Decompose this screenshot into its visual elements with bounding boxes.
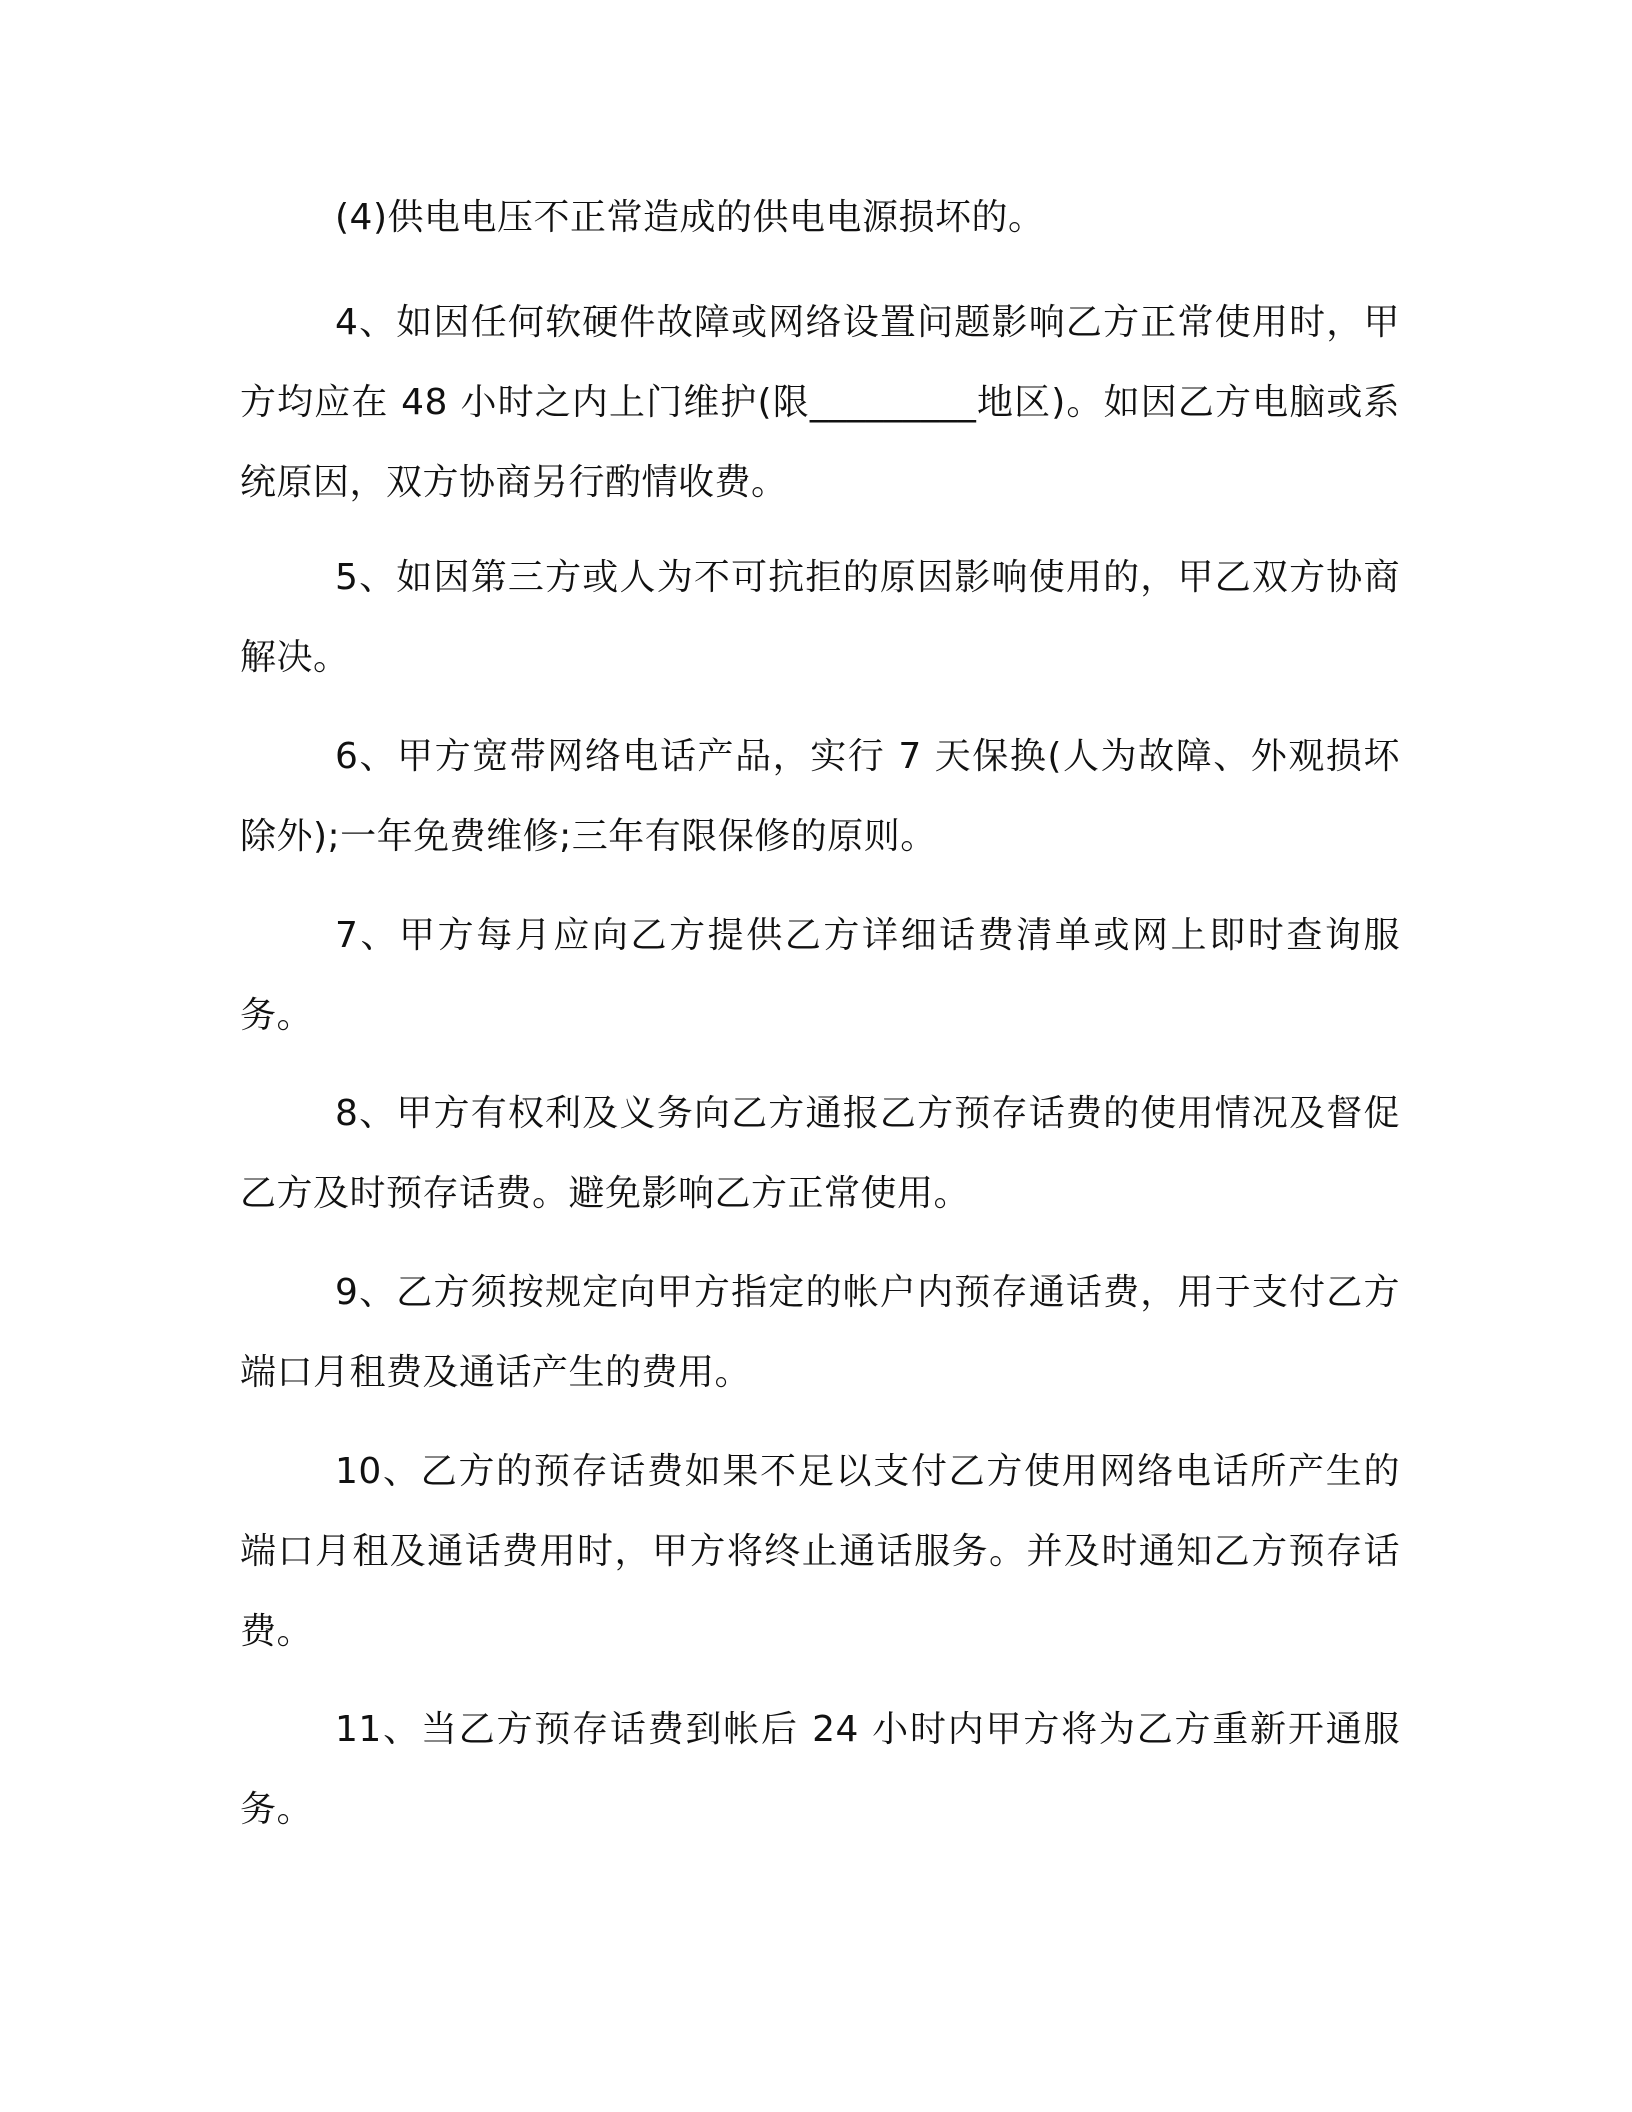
paragraph-clause-11: 11、当乙方预存话费到帐后 24 小时内甲方将为乙方重新开通服务。 <box>240 1709 1400 1830</box>
paragraph-clause-10: 10、乙方的预存话费如果不足以支付乙方使用网络电话所产生的端口月租及通话费用时，甲方将终止通话服务。并及时通知乙方预存话费。 <box>240 1451 1400 1652</box>
paragraph-clause-6: 6、甲方宽带网络电话产品，实行 7 天保换(人为故障、外观损坏除外);一年免费维修;三年有限保修的原则。 <box>240 736 1400 857</box>
paragraph-clause-5: 5、如因第三方或人为不可抗拒的原因影响使用的，甲乙双方协商解决。 <box>240 557 1400 678</box>
paragraph-clause-7: 7、甲方每月应向乙方提供乙方详细话费清单或网上即时查询服务。 <box>240 915 1400 1036</box>
paragraph-clause-8: 8、甲方有权利及义务向乙方通报乙方预存话费的使用情况及督促乙方及时预存话费。避免影响乙方正常使用。 <box>240 1093 1400 1214</box>
paragraph-clause-9: 9、乙方须按规定向甲方指定的帐户内预存通话费，用于支付乙方端口月租费及通话产生的费用。 <box>240 1272 1400 1393</box>
paragraph-clause-4-item-4: (4)供电电压不正常造成的供电电源损坏的。 <box>335 197 1045 238</box>
paragraph-clause-4: 4、如因任何软硬件故障或网络设置问题影响乙方正常使用时，甲方均应在 48 小时之内上门维护(限_________地区)。如因乙方电脑或系统原因，双方协商另行酌情收费。 <box>240 302 1400 503</box>
